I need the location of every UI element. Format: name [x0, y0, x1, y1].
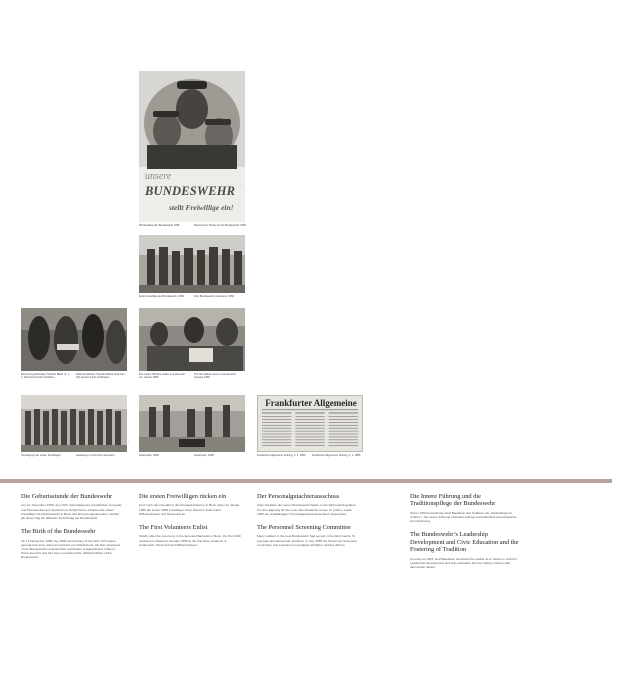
column4-body-de: Schon 1953 bezeichnete Graf Baudissin den Soldaten als „Staatsbürger in Uniform“. Die Innere Führung verbindet Auftrag und freiheitlich-demokratische Grundordnung. [410, 510, 517, 524]
row2b-caption-de: Die ersten Offiziere treffen in Andernach ein, Januar 1956 [139, 373, 186, 380]
text-column-1 [21, 493, 123, 563]
poster-caption-de: Werbeplakat der Bundeswehr 1956 [139, 224, 180, 227]
row2a-caption-de: Ernennungsurkunden Theodor Blank (2. v. l.) überreicht ersten Soldaten… [21, 373, 70, 380]
row3a-caption-en: Swearing-in of the first volunteers [76, 454, 115, 457]
row2b-caption-en: The first officers arrive in Andernach, January 1956 [194, 373, 237, 380]
row3a-credit: — [128, 440, 130, 443]
row3b-credit: — [246, 440, 248, 443]
poster-caption-en: Recruitment Poster for the Bundeswehr 1956 [194, 224, 246, 227]
row3a-caption-de: Vereidigung der ersten Freiwilligen [21, 454, 61, 457]
column1-heading-en: The Birth of the Bundeswehr [21, 528, 96, 536]
poster-credit: — [246, 190, 248, 193]
text-column-3 [257, 493, 359, 550]
oath-ceremony-photo [21, 395, 127, 452]
text-column-2 [139, 493, 241, 550]
column4-body-en: As early as 1953, Graf Baudissin described the soldier as a “citizen in uniform”. Leadership development and civic education link the military mission with democratic values. [410, 556, 519, 570]
column4-heading-en: The Bundeswehr’s Leadership Development and Civic Education and the Fostering of Tradition [410, 531, 519, 554]
text-column-4 [410, 493, 520, 572]
row2b-credit: — [246, 355, 248, 358]
poster-word-sub: stellt Freiwillige ein! [169, 203, 234, 212]
column3-heading-de: Der Personalgutachterausschuss [257, 493, 340, 500]
column1-body-de: Am 12. November 1955, dem 200. Geburtstag des preußischen Generals und Heeresreformers Gerhard von Scharnhorst, erhielten die ersten Freiwilligen der Bundeswehr in Bonn ihre Ernennungsurkunden. Seither gilt dieser Tag als offizieller Geburtstag der Bundeswehr. [21, 503, 122, 521]
column2-body-en: Shortly after the ceremony in the Ermekeil Barracks in Bonn, the first 1000 volunteers enlisted in January 1956 at the first three locations of Andernach, Nörvenich and Wilhelmshaven. [139, 534, 241, 547]
row2a-caption-en: Defence Minister Theodor Blank (2nd from left) presents first certificates… [76, 373, 125, 380]
column1-body-en: On 12 November 1955, the 200th anniversary of the birth of Prussian general and army reformer Gerhard von Scharnhorst, the first volunteers of the Bundeswehr received their certificates of appointment in Bonn. Since then this day has been considered the official birthday of the Bundeswehr. [21, 538, 121, 560]
officers-arrival-photo [139, 308, 245, 371]
row3b-caption-en: Andernach, 1956 [194, 454, 214, 457]
column3-body-en: Many soldiers in the new Bundeswehr had served in the Wehrmacht. To preclude anti-democratic positions, in July 1955 the Personnel Screening Committee was founded to investigate all higher ranking officers. [257, 534, 357, 547]
column1-heading-de: Die Geburtsstunde der Bundeswehr [21, 493, 113, 500]
recruitment-poster-image [139, 71, 245, 222]
newspaper-masthead: Frankfurter Allgemeine [265, 398, 357, 408]
row3c-caption-de: Frankfurter Allgemeine Zeitung, 3. 1. 1956 [257, 454, 306, 457]
column3-body-de: Viele Soldaten der neuen Bundeswehr hatten in der Wehrmacht gedient. Um ihre Eignung für die neue demokratische Armee zu prüfen, wurde 1955 ein unabhängiger Personalgutachterausschuss eingerichtet. [257, 503, 357, 516]
column2-heading-de: Die ersten Freiwilligen rücken ein [139, 493, 227, 500]
section-divider [0, 479, 612, 483]
column2-body-de: Kurz nach dem Festakt in der Ermekeil-Kaserne in Bonn traten im Januar 1956 die ersten 1000 Freiwilligen ihren Dienst in Andernach, Wilhelmshaven und Nörvenich an. [139, 503, 240, 516]
first-volunteers-photo [139, 235, 245, 293]
row1-caption-de: Erste Freiwillige der Bundeswehr, 1956 [139, 295, 184, 298]
andernach-parade-photo [139, 395, 245, 452]
row3b-caption-de: Andernach, 1956 [139, 454, 159, 457]
column4-heading-de: Die Innere Führung und die Traditionspflege der Bundeswehr [410, 493, 496, 508]
poster-word-big: BUNDESWEHR [145, 184, 236, 198]
certificate-ceremony-photo [21, 308, 127, 371]
poster-word-small: unsere [145, 171, 172, 182]
newspaper-clipping [257, 395, 363, 452]
column3-heading-en: The Personnel Screening Committee [257, 524, 351, 532]
row1-caption-en: First Bundeswehr volunteers, 1956 [194, 295, 235, 298]
row3c-caption-en: Frankfurter Allgemeine Zeitung, 3. 1. 1956 [312, 454, 361, 457]
column2-heading-en: The First Volunteers Enlist [139, 524, 208, 532]
row1-credit: — [246, 280, 248, 283]
